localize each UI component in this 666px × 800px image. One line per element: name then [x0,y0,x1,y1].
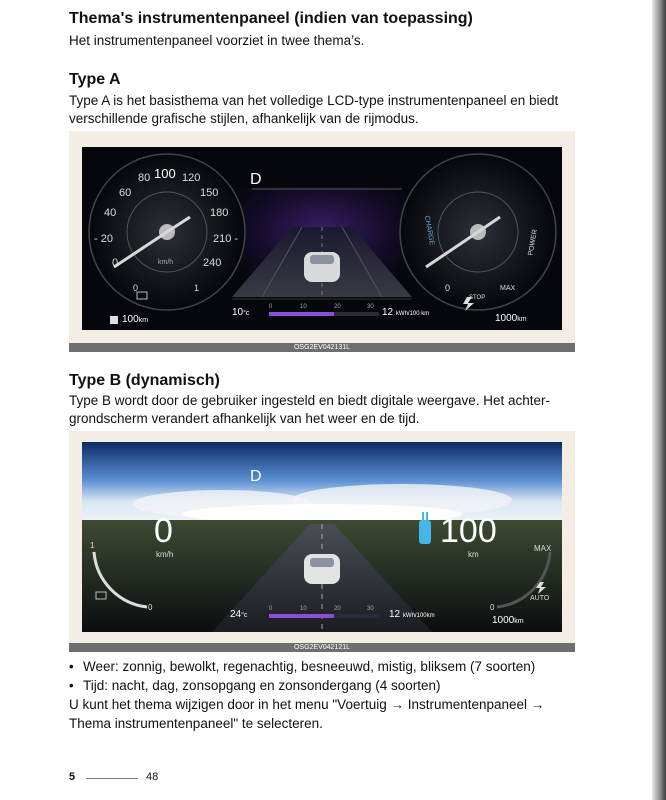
footer-page-number: 48 [146,771,159,783]
stop-label: STOP [469,295,486,301]
charge-label: CHARGE [422,215,436,246]
efficiency-bar [269,312,334,316]
type-a-text [69,92,559,128]
type-b-scale-30: 30 [367,606,374,612]
range-right-unit: km [517,316,527,323]
type-b-caption: OSG2EV042121L [69,643,575,652]
speed-unit: km/h [158,259,174,266]
tick-0: 0 [112,257,119,269]
closing-line2: Thema instrumentenpaneel" te selecteren. [69,716,323,731]
type-b-range-right-unit: km [514,618,524,625]
type-b-figure [69,431,575,643]
tick-20: - 20 [94,233,113,245]
type-b-efficiency-unit: kWh/100km [402,613,435,619]
type-a-figure [69,131,575,343]
scale-30: 30 [367,304,374,310]
soc-1: 1 [194,283,200,293]
type-b-scale-10: 10 [300,606,307,612]
type-b-scale-20: 20 [334,606,341,612]
type-a-title: Type A [69,71,121,88]
scale-10: 10 [300,304,307,310]
type-b-scale-0: 0 [269,606,273,612]
type-b-range-right [492,615,524,626]
scale-20: 20 [334,304,341,310]
scale-0: 0 [269,304,273,310]
type-b-text [69,392,559,428]
range-left-value: 100 [122,314,139,325]
bullet-list [69,657,569,733]
charging-icon [419,520,431,544]
type-a-gear: D [250,171,262,188]
tick-100: 100 [154,166,176,181]
type-b-speed: 0 [154,512,173,550]
closing-line1: U kunt het thema wijzigen door in het menu "Voertuig → Instrumentenpaneel → [69,697,545,712]
type-b-title: Type B (dynamisch) [69,372,220,389]
tick-120: 120 [182,172,201,184]
efficiency-unit: kWh/100 km [395,311,430,317]
tick-80: 80 [138,172,151,184]
type-a-dashboard [82,147,562,330]
footer-chapter: 5 [69,771,76,783]
type-b-text-line1: Type B wordt door de gebruiker ingesteld en biedt digitale weergave. Het achter- [69,393,551,408]
tick-150: 150 [200,187,219,199]
type-b-temp [230,609,247,620]
type-b-max: MAX [534,544,552,553]
tick-180: 180 [210,207,229,219]
type-b-dashboard [82,442,562,632]
type-a-text-line2: verschillende grafische stijlen, afhankelijk van de rijmodus. [69,111,419,126]
efficiency [382,307,429,318]
type-b-soc-0: 0 [148,603,153,612]
type-b-efficiency-value: 12 [389,609,401,620]
range-left-unit: km [138,317,149,324]
temp-value: 10 [232,307,244,318]
type-b-range: 100 [440,512,497,550]
type-b-temp-value: 24 [230,609,242,620]
efficiency-b-bar [269,614,334,618]
footer-divider [86,778,138,779]
tick-240: 240 [203,257,222,269]
type-b-power-0: 0 [490,603,495,612]
temp-unit: °c [243,310,250,317]
power-0: 0 [445,283,451,293]
type-b-efficiency [389,609,435,620]
tick-60: 60 [119,187,132,199]
type-b-speed-unit: km/h [156,550,174,559]
type-b-auto: AUTO [530,595,550,602]
power-label: POWER [527,228,539,257]
type-b-text-line2: grondscherm verandert afhankelijk van het weer en de tijd. [69,411,420,426]
range-left [122,314,148,325]
bullet-time: • Tijd: nacht, dag, zonsopgang en zonsondergang (4 soorten) [69,676,569,695]
intro-text: Het instrumentenpaneel voorziet in twee thema’s. [69,33,365,48]
range-right [495,313,527,324]
temp [232,307,249,318]
tick-210: 210 - [213,233,239,245]
type-b-range-right-value: 1000 [492,615,515,626]
page-edge-shadow [652,0,666,800]
soc-0: 0 [133,283,139,293]
type-b-gear: D [250,468,262,485]
range-right-value: 1000 [495,313,518,324]
type-a-text-line1: Type A is het basisthema van het volledige LCD-type instrumentenpaneel en biedt [69,93,559,108]
type-b-range-unit: km [468,550,479,559]
efficiency-value: 12 [382,307,394,318]
bullet-weather: • Weer: zonnig, bewolkt, regenachtig, besneeuwd, mistig, bliksem (7 soorten) [69,657,569,676]
tick-40: 40 [104,207,117,219]
page-heading: Thema's instrumentenpaneel (indien van toepassing) [69,10,473,27]
type-b-temp-unit: °c [241,612,248,619]
plug-icon [110,316,118,324]
type-a-caption: OSG2EV042131L [69,343,575,352]
type-b-soc-1: 1 [90,541,95,550]
max-label: MAX [500,285,516,292]
